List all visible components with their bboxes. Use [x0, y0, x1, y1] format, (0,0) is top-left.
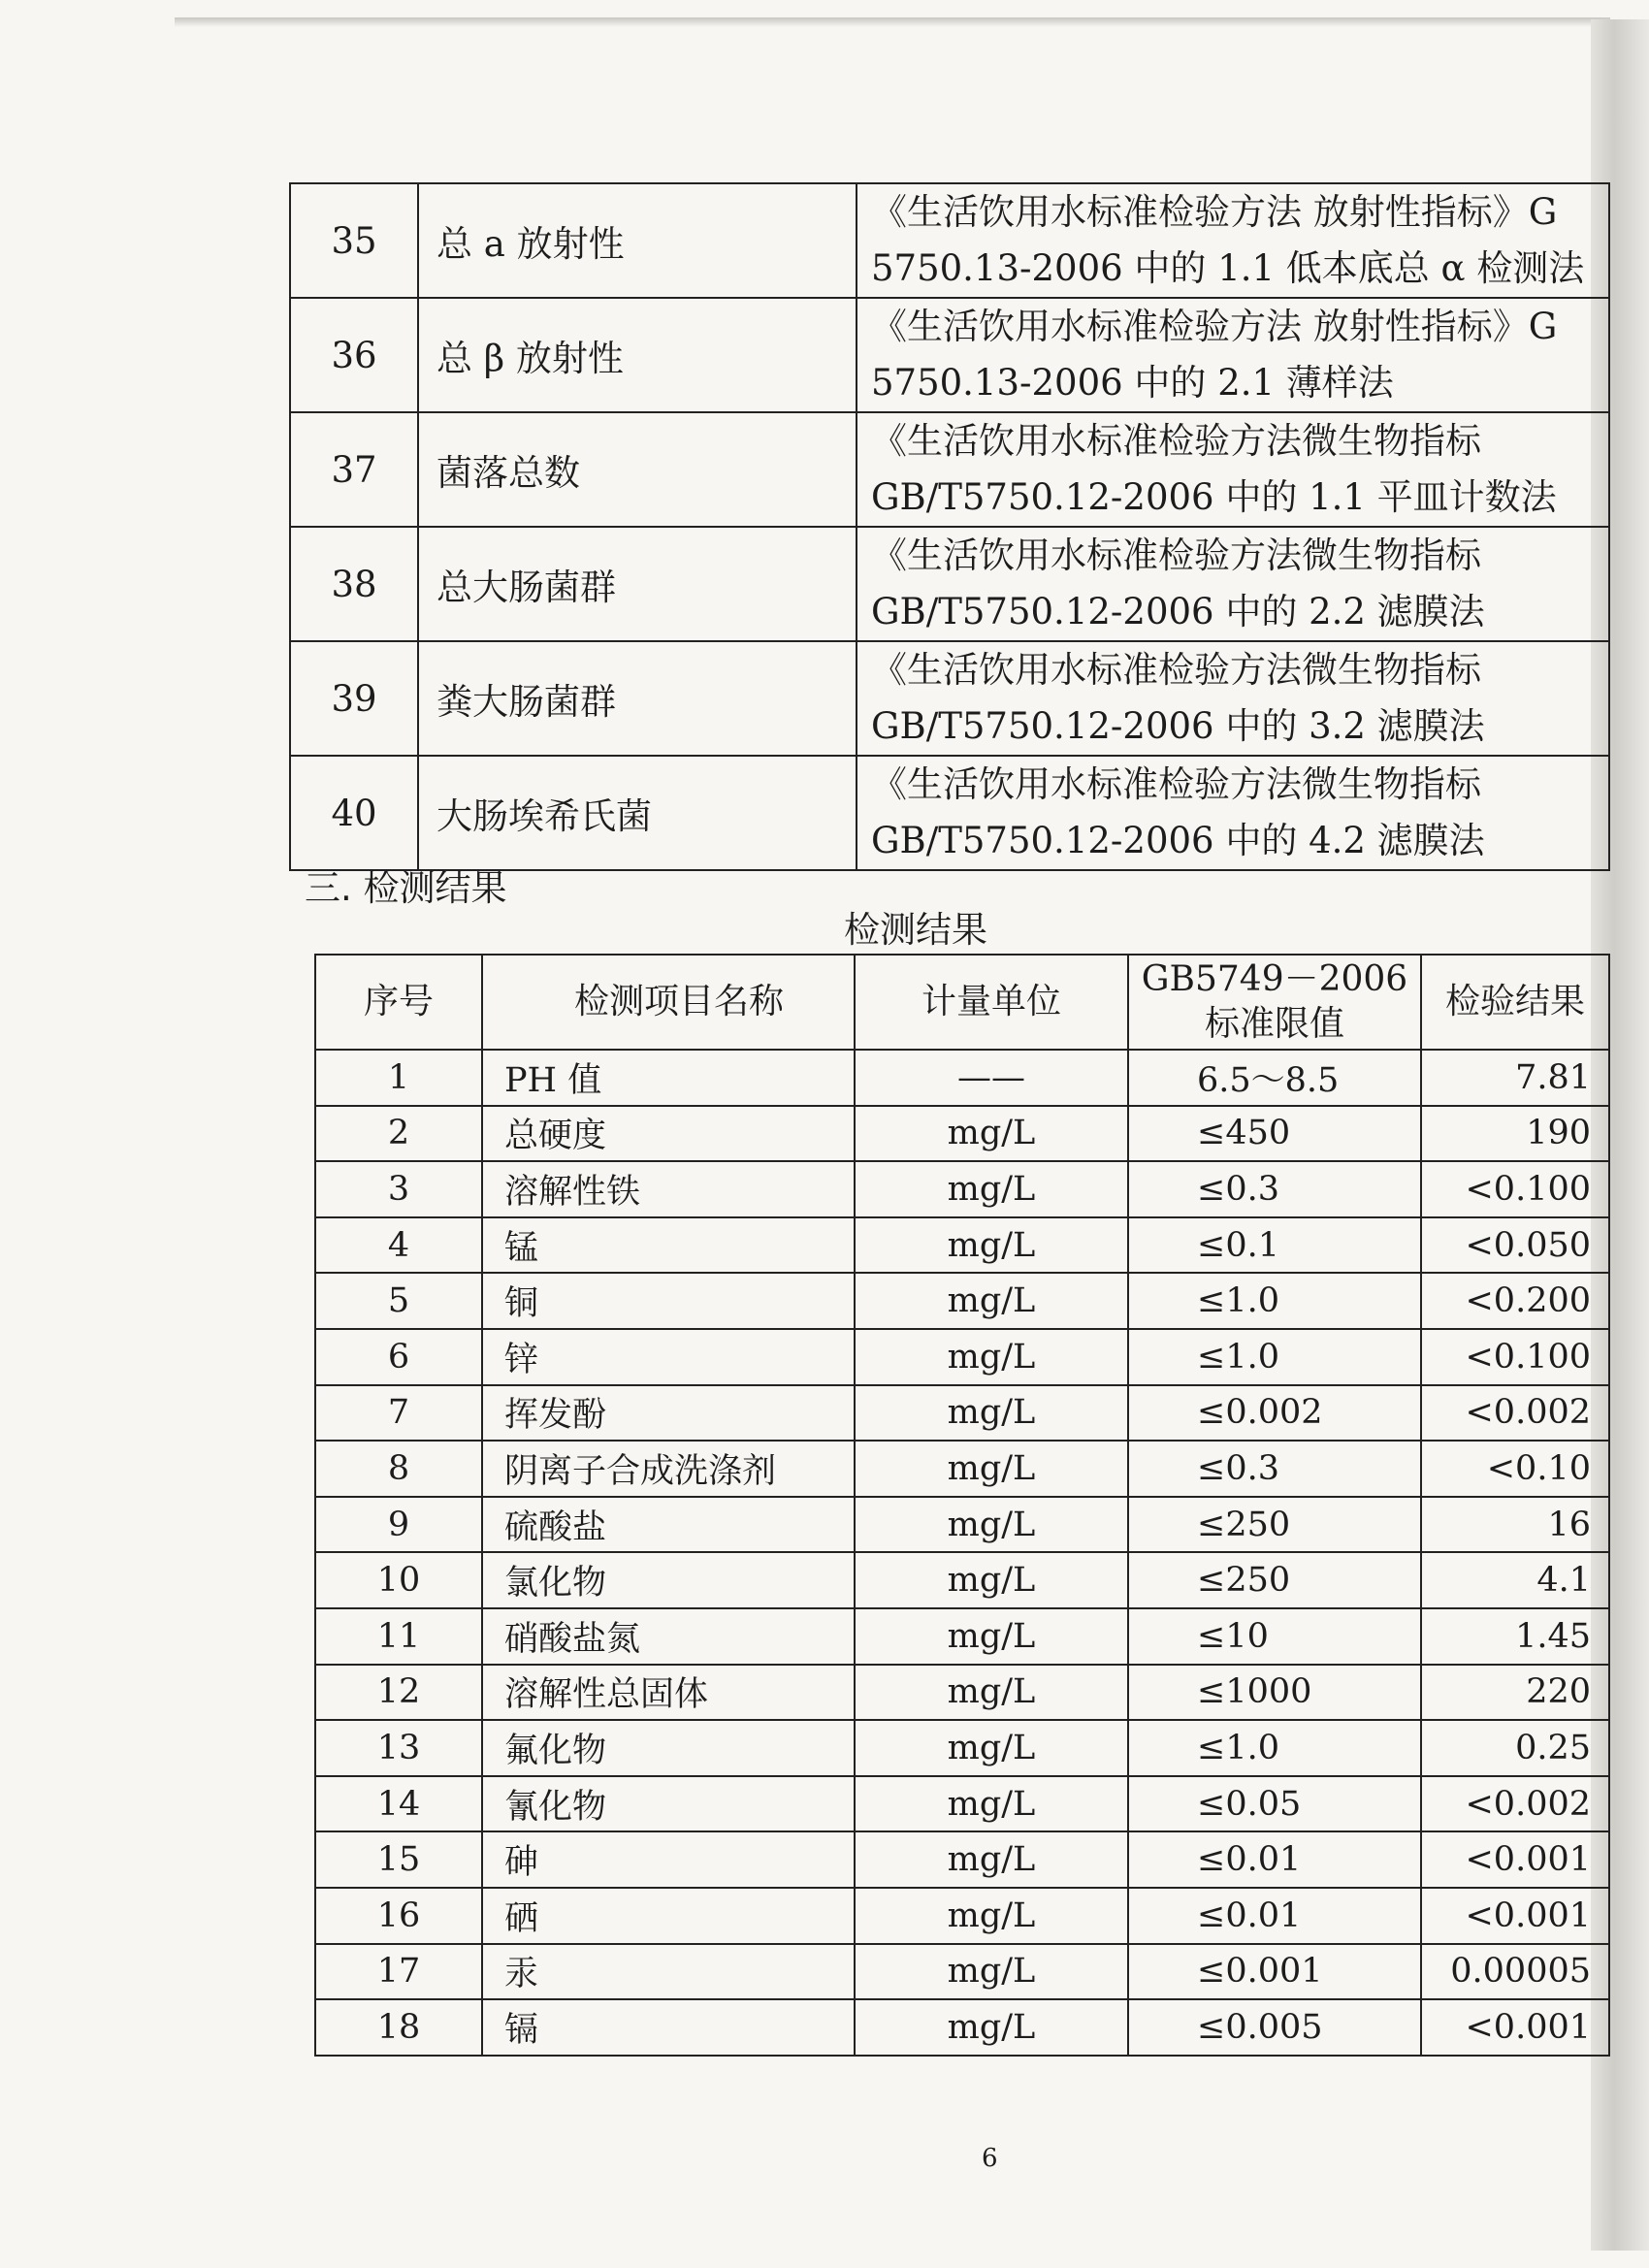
- result-value: 0.25: [1421, 1720, 1609, 1776]
- result-name: 硫酸盐: [482, 1497, 855, 1553]
- result-row: [315, 1999, 1609, 2056]
- result-no: 1: [315, 1050, 482, 1106]
- result-limit: ≤450: [1128, 1106, 1421, 1162]
- page-number: 6: [982, 2144, 998, 2173]
- result-limit: ≤0.05: [1128, 1776, 1421, 1832]
- header-unit: 计量单位: [855, 955, 1128, 1050]
- result-row: [315, 1161, 1609, 1217]
- result-value: 7.81: [1421, 1050, 1609, 1106]
- method-text: [857, 527, 1609, 641]
- result-no: 2: [315, 1106, 482, 1162]
- method-item: 大肠埃希氏菌: [418, 756, 857, 870]
- result-name: 锰: [482, 1217, 855, 1274]
- result-name: 镉: [482, 1999, 855, 2056]
- method-text: [857, 183, 1609, 298]
- method-no: 36: [290, 298, 418, 412]
- result-row: [315, 1720, 1609, 1776]
- result-row: [315, 1217, 1609, 1274]
- result-limit: ≤1000: [1128, 1665, 1421, 1721]
- result-value: 1.45: [1421, 1608, 1609, 1665]
- result-value: <0.050: [1421, 1217, 1609, 1274]
- result-limit: ≤1.0: [1128, 1720, 1421, 1776]
- method-row: [290, 756, 1609, 870]
- result-row: [315, 1385, 1609, 1442]
- result-row: [315, 1888, 1609, 1944]
- scan-shadow: [175, 17, 1610, 27]
- method-no: 35: [290, 183, 418, 298]
- method-line2: GB/T5750.12-2006 中的 1.1 平皿计数法: [871, 476, 1557, 518]
- method-text: [857, 298, 1609, 412]
- method-no: 37: [290, 412, 418, 527]
- method-row: [290, 641, 1609, 756]
- method-item: 粪大肠菌群: [418, 641, 857, 756]
- result-limit: ≤0.01: [1128, 1888, 1421, 1944]
- result-no: 5: [315, 1273, 482, 1329]
- result-value: 16: [1421, 1497, 1609, 1553]
- result-value: 220: [1421, 1665, 1609, 1721]
- result-unit: mg/L: [855, 1329, 1128, 1385]
- method-line2: GB/T5750.12-2006 中的 4.2 滤膜法: [871, 820, 1485, 861]
- method-text: [857, 641, 1609, 756]
- result-no: 4: [315, 1217, 482, 1274]
- method-item: 总 β 放射性: [418, 298, 857, 412]
- header-no: 序号: [315, 955, 482, 1050]
- method-line1: 《生活饮用水标准检验方法微生物指标: [871, 420, 1481, 462]
- result-limit: ≤250: [1128, 1497, 1421, 1553]
- method-row: [290, 183, 1609, 298]
- method-line1: 《生活饮用水标准检验方法 放射性指标》G: [871, 191, 1558, 233]
- method-row: [290, 298, 1609, 412]
- result-name: 硒: [482, 1888, 855, 1944]
- result-row: [315, 1441, 1609, 1497]
- result-no: 18: [315, 1999, 482, 2056]
- method-line1: 《生活饮用水标准检验方法微生物指标: [871, 649, 1481, 691]
- result-no: 3: [315, 1161, 482, 1217]
- result-name: 氰化物: [482, 1776, 855, 1832]
- result-unit: mg/L: [855, 1888, 1128, 1944]
- header-limit: [1128, 955, 1421, 1050]
- result-limit: ≤10: [1128, 1608, 1421, 1665]
- result-unit: mg/L: [855, 1831, 1128, 1888]
- method-row: [290, 412, 1609, 527]
- result-name: 总硬度: [482, 1106, 855, 1162]
- result-value: <0.100: [1421, 1161, 1609, 1217]
- method-line1: 《生活饮用水标准检验方法微生物指标: [871, 763, 1481, 805]
- result-value: <0.001: [1421, 1888, 1609, 1944]
- result-unit: mg/L: [855, 1552, 1128, 1608]
- result-unit: mg/L: [855, 1161, 1128, 1217]
- header-name: 检测项目名称: [482, 955, 855, 1050]
- result-unit: mg/L: [855, 1497, 1128, 1553]
- result-name: 挥发酚: [482, 1385, 855, 1442]
- result-row: [315, 1665, 1609, 1721]
- result-name: PH 值: [482, 1050, 855, 1106]
- result-value: <0.200: [1421, 1273, 1609, 1329]
- method-table: [289, 182, 1610, 871]
- result-unit: mg/L: [855, 1273, 1128, 1329]
- result-limit: ≤0.005: [1128, 1999, 1421, 2056]
- result-no: 7: [315, 1385, 482, 1442]
- method-line1: 《生活饮用水标准检验方法微生物指标: [871, 535, 1481, 576]
- result-no: 8: [315, 1441, 482, 1497]
- results-header-row: [315, 955, 1609, 1050]
- header-limit-line1: GB5749－2006: [1141, 959, 1408, 999]
- result-name: 汞: [482, 1944, 855, 2000]
- result-limit: ≤0.001: [1128, 1944, 1421, 2000]
- result-name: 氯化物: [482, 1552, 855, 1608]
- result-limit: 6.5～8.5: [1128, 1050, 1421, 1106]
- result-name: 氟化物: [482, 1720, 855, 1776]
- result-row: [315, 1106, 1609, 1162]
- result-row: [315, 1497, 1609, 1553]
- result-unit: mg/L: [855, 1608, 1128, 1665]
- result-unit: mg/L: [855, 1776, 1128, 1832]
- method-line1: 《生活饮用水标准检验方法 放射性指标》G: [871, 306, 1558, 347]
- result-value: <0.001: [1421, 1831, 1609, 1888]
- method-text: [857, 756, 1609, 870]
- method-item: 总 a 放射性: [418, 183, 857, 298]
- result-row: [315, 1831, 1609, 1888]
- result-name: 铜: [482, 1273, 855, 1329]
- result-row: [315, 1776, 1609, 1832]
- method-line2: 5750.13-2006 中的 1.1 低本底总 α 检测法: [871, 247, 1585, 289]
- result-no: 10: [315, 1552, 482, 1608]
- method-line2: 5750.13-2006 中的 2.1 薄样法: [871, 362, 1394, 404]
- method-line2: GB/T5750.12-2006 中的 2.2 滤膜法: [871, 591, 1485, 632]
- method-row: [290, 527, 1609, 641]
- result-no: 14: [315, 1776, 482, 1832]
- result-no: 9: [315, 1497, 482, 1553]
- result-value: 0.00005: [1421, 1944, 1609, 2000]
- result-limit: ≤0.1: [1128, 1217, 1421, 1274]
- header-limit-line2: 标准限值: [1204, 1004, 1344, 1044]
- result-unit: mg/L: [855, 1665, 1128, 1721]
- result-value: 190: [1421, 1106, 1609, 1162]
- result-unit: ——: [855, 1050, 1128, 1106]
- results-table: [314, 954, 1610, 2057]
- result-unit: mg/L: [855, 1441, 1128, 1497]
- result-no: 11: [315, 1608, 482, 1665]
- result-row: [315, 1608, 1609, 1665]
- result-limit: ≤0.3: [1128, 1161, 1421, 1217]
- result-no: 12: [315, 1665, 482, 1721]
- result-unit: mg/L: [855, 1720, 1128, 1776]
- result-no: 16: [315, 1888, 482, 1944]
- result-row: [315, 1329, 1609, 1385]
- section-title: 三. 检测结果: [305, 867, 507, 909]
- result-row: [315, 1050, 1609, 1106]
- result-limit: ≤1.0: [1128, 1329, 1421, 1385]
- result-value: <0.002: [1421, 1776, 1609, 1832]
- result-row: [315, 1273, 1609, 1329]
- method-item: 总大肠菌群: [418, 527, 857, 641]
- result-limit: ≤250: [1128, 1552, 1421, 1608]
- result-no: 17: [315, 1944, 482, 2000]
- method-no: 39: [290, 641, 418, 756]
- result-unit: mg/L: [855, 1106, 1128, 1162]
- result-unit: mg/L: [855, 1217, 1128, 1274]
- result-name: 溶解性铁: [482, 1161, 855, 1217]
- result-value: <0.001: [1421, 1999, 1609, 2056]
- result-limit: ≤0.002: [1128, 1385, 1421, 1442]
- method-line2: GB/T5750.12-2006 中的 3.2 滤膜法: [871, 705, 1485, 747]
- result-value: <0.100: [1421, 1329, 1609, 1385]
- result-name: 溶解性总固体: [482, 1665, 855, 1721]
- result-row: [315, 1552, 1609, 1608]
- result-name: 砷: [482, 1831, 855, 1888]
- result-value: <0.002: [1421, 1385, 1609, 1442]
- result-unit: mg/L: [855, 1385, 1128, 1442]
- table-caption: 检测结果: [844, 909, 987, 951]
- result-name: 锌: [482, 1329, 855, 1385]
- result-value: 4.1: [1421, 1552, 1609, 1608]
- result-row: [315, 1944, 1609, 2000]
- result-limit: ≤0.01: [1128, 1831, 1421, 1888]
- result-name: 硝酸盐氮: [482, 1608, 855, 1665]
- result-unit: mg/L: [855, 1944, 1128, 2000]
- header-result: 检验结果: [1421, 955, 1609, 1050]
- result-no: 15: [315, 1831, 482, 1888]
- result-unit: mg/L: [855, 1999, 1128, 2056]
- result-no: 13: [315, 1720, 482, 1776]
- method-no: 40: [290, 756, 418, 870]
- result-value: <0.10: [1421, 1441, 1609, 1497]
- result-limit: ≤0.3: [1128, 1441, 1421, 1497]
- result-no: 6: [315, 1329, 482, 1385]
- result-limit: ≤1.0: [1128, 1273, 1421, 1329]
- method-item: 菌落总数: [418, 412, 857, 527]
- method-no: 38: [290, 527, 418, 641]
- method-text: [857, 412, 1609, 527]
- result-name: 阴离子合成洗涤剂: [482, 1441, 855, 1497]
